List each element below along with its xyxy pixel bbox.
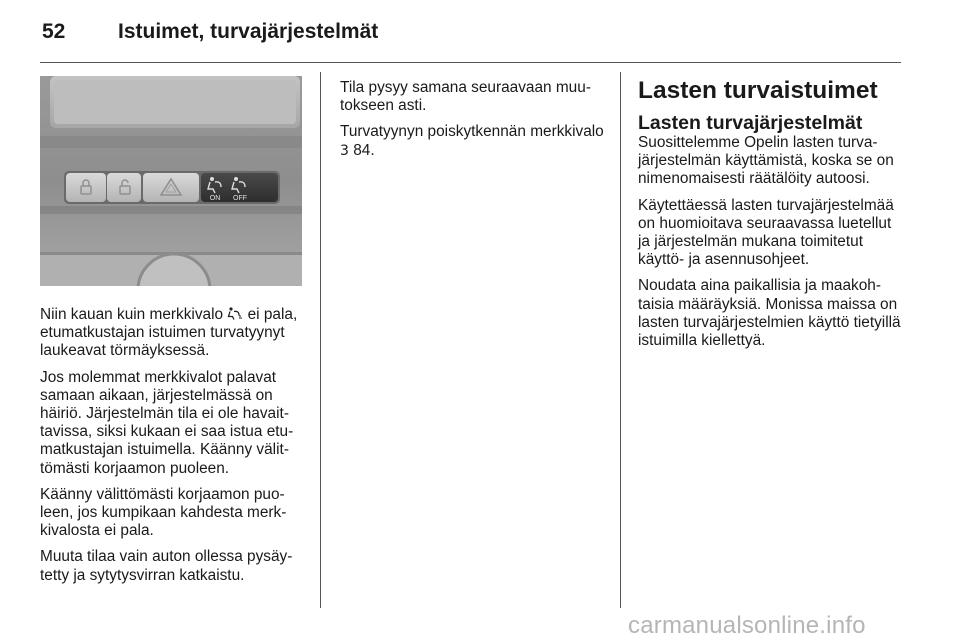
text-span: Niin kauan kuin merkkivalo [40, 306, 224, 323]
subsection-heading: Lasten turvajärjestelmät [638, 112, 863, 134]
paragraph: Muuta tilaa vain auton ollessa pysäytetty ja sytytysvirran katkaistu. [40, 548, 293, 584]
dashboard-switch-panel-figure [40, 76, 302, 286]
paragraph [40, 306, 308, 361]
hazard-warning-icon [143, 173, 199, 202]
paragraph: Käänny välittömästi korjaamon puoleen, jos kumpikaan kahdesta merkkivalosta ei pala. [40, 485, 287, 540]
column-divider-left [320, 72, 321, 608]
paragraph: Noudata aina paikallisia ja maakohtaisia määräyksiä. Monissa maissa on lasten turvajärjestelmien käyttö tietyillä istuimilla kiellettyä. [638, 277, 901, 350]
airbag-off-label: OFF [233, 195, 247, 202]
airbag-off-indicator-icon [227, 307, 243, 321]
page-title: Istuimet, turvajärjestelmät [118, 20, 379, 43]
paragraph [340, 123, 606, 159]
text-span: 84. [348, 141, 375, 159]
airbag-on-label: ON [209, 195, 221, 202]
header-divider [40, 62, 901, 63]
column-1-text [40, 306, 308, 593]
text-span: Turvatyynyn poiskytkennän merkkivalo [340, 123, 604, 141]
section-heading: Lasten turvaistuimet [638, 77, 878, 104]
text-span: ei pala, etumatkustajan istuimen turvatyynyt laukeavat törmäyksessä. [40, 306, 298, 360]
paragraph: Suosittelemme Opelin lasten turvajärjestelmän käyttämistä, koska se on nimenomaisesti räätälöity autoosi. [638, 134, 894, 188]
lock-icon [66, 173, 106, 202]
page-number: 52 [42, 20, 66, 43]
column-2-text [340, 79, 606, 168]
watermark: carmanualsonline.info [628, 612, 866, 639]
paragraph: Käytettäessä lasten turvajärjestelmää on huomioitava seuraavassa luetellut ja järjestelmän mukana toimitetut käyttö- ja asennusohjeet. [638, 196, 894, 269]
page-reference-arrow-icon[interactable]: 3 [340, 142, 349, 159]
paragraph: Tila pysyy samana seuraavaan muutokseen asti. [340, 79, 591, 115]
column-3-text [638, 76, 906, 358]
unlock-icon [107, 173, 141, 202]
paragraph: Jos molemmat merkkivalot palavat samaan aikaan, järjestelmässä on häiriö. Järjestelmän tila ei ole havaittavissa, siksi kukaan ei saa istua etumatkustajan istuimella. Käänny välittömästi korjaamon puoleen. [40, 368, 294, 477]
column-divider-right [620, 72, 621, 608]
